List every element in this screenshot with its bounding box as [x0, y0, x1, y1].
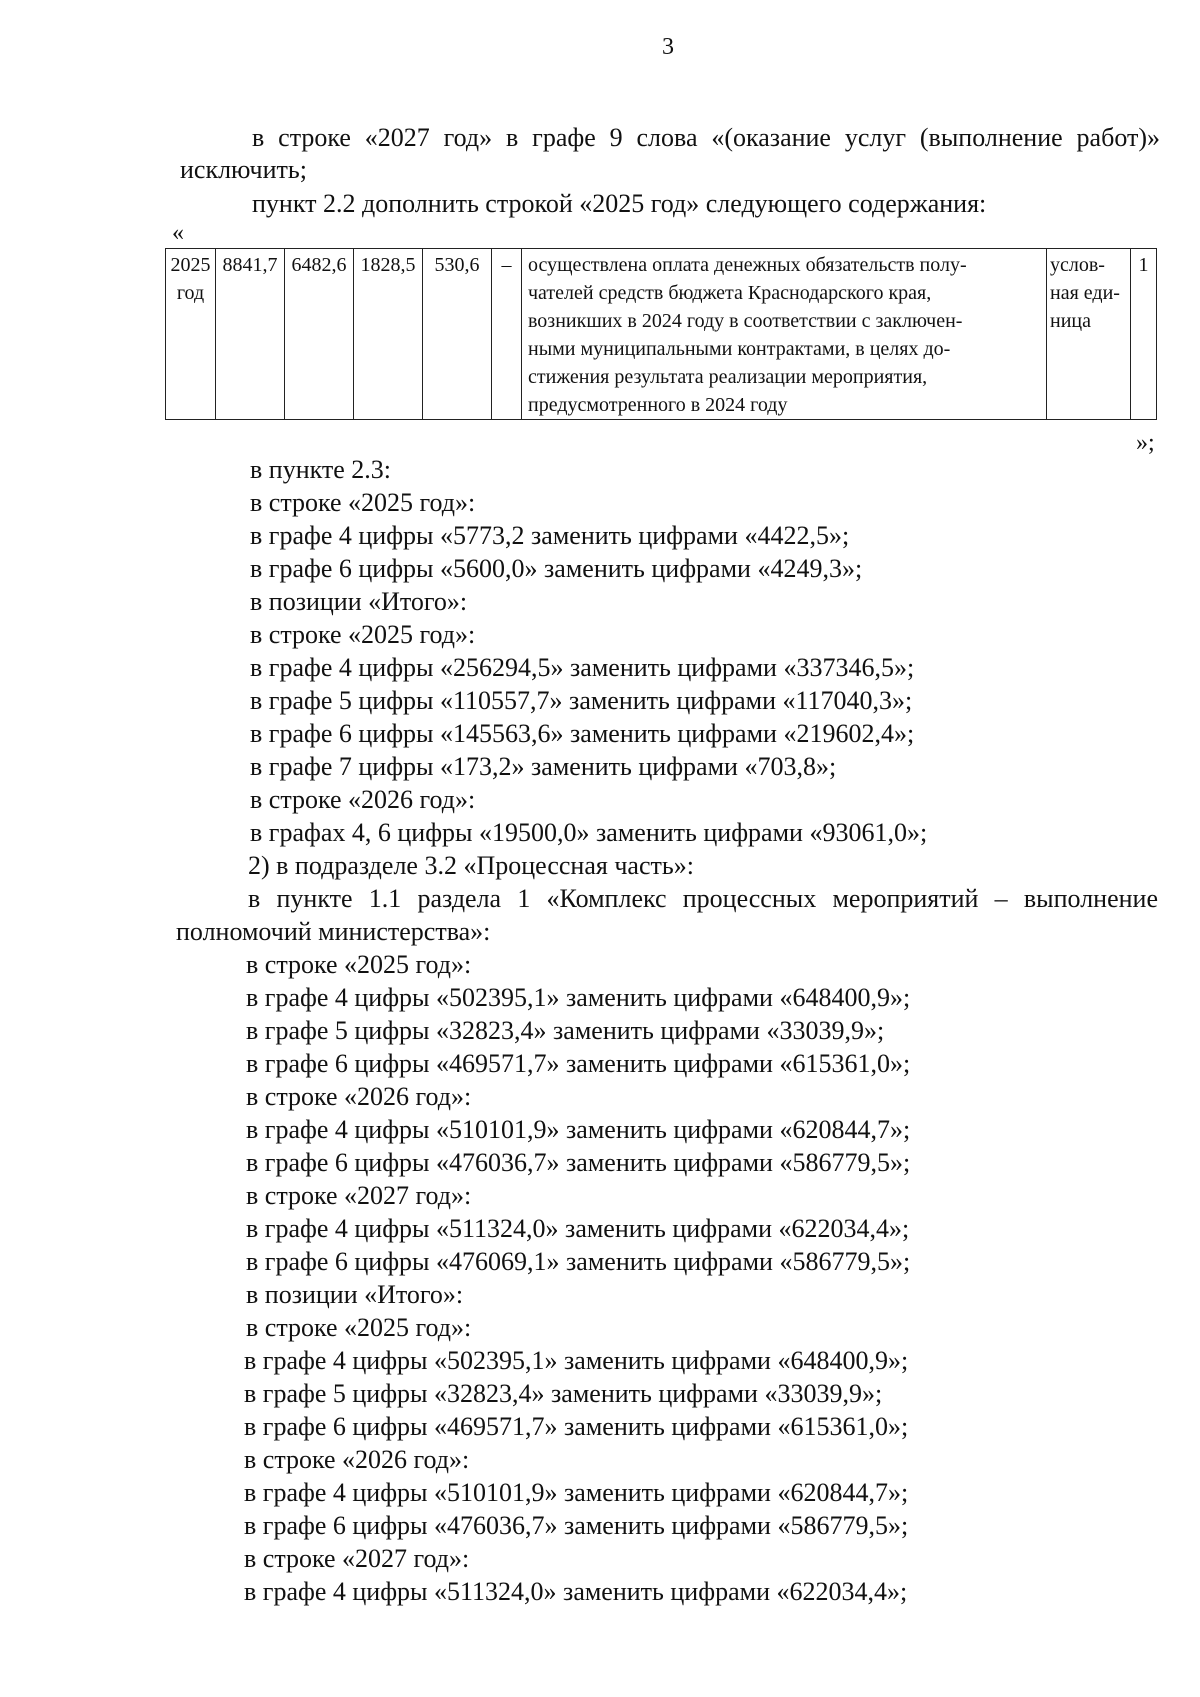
- text-line: в графах 4, 6 цифры «19500,0» заменить цифрами «93061,0»;: [250, 818, 928, 847]
- desc-line: ными муниципальными контрактами, в целях до-: [528, 338, 951, 360]
- close-quote: »;: [1136, 430, 1155, 456]
- text-line: в строке «2026 год»:: [246, 1082, 472, 1111]
- text-line: в графе 5 цифры «32823,4» заменить цифрами «33039,9»;: [246, 1016, 885, 1045]
- cell-year-line: 2025: [170, 254, 211, 276]
- text-line: в графе 4 цифры «510101,9» заменить цифрами «620844,7»;: [244, 1478, 909, 1507]
- text-line: в графе 4 цифры «502395,1» заменить цифрами «648400,9»;: [244, 1346, 909, 1375]
- unit-line: услов-: [1050, 254, 1105, 276]
- cell-col6: –: [492, 249, 522, 420]
- text-line: в графе 4 цифры «5773,2 заменить цифрами «4422,5»;: [250, 521, 850, 550]
- text-line: 2) в подразделе 3.2 «Процессная часть»:: [248, 851, 694, 880]
- desc-line: предусмотренного в 2024 году: [528, 394, 788, 416]
- insert-table: [165, 248, 1157, 420]
- text-line: в графе 5 цифры «32823,4» заменить цифрами «33039,9»;: [244, 1379, 883, 1408]
- text-line: в графе 6 цифры «469571,7» заменить цифрами «615361,0»;: [244, 1412, 909, 1441]
- paragraph-p22: пункт 2.2 дополнить строкой «2025 год» следующего содержания:: [252, 189, 987, 218]
- cell-description: [522, 249, 1047, 420]
- cell-col3: 6482,6: [285, 249, 354, 420]
- text-line: в позиции «Итого»:: [246, 1280, 464, 1309]
- desc-line: осуществлена оплата денежных обязательств полу-: [528, 254, 967, 276]
- desc-line: возникших в 2024 году в соответствии с заключен-: [528, 310, 963, 332]
- unit-line: ница: [1050, 310, 1091, 332]
- desc-line: чателей средств бюджета Краснодарского края,: [528, 282, 932, 304]
- text-line: в графе 6 цифры «476069,1» заменить цифрами «586779,5»;: [246, 1247, 911, 1276]
- text-line: в строке «2026 год»:: [250, 785, 476, 814]
- open-quote: «: [172, 220, 184, 246]
- cell-col4: 1828,5: [354, 249, 423, 420]
- cell-value: 1: [1131, 249, 1157, 420]
- text-line: в графе 6 цифры «476036,7» заменить цифрами «586779,5»;: [246, 1148, 911, 1177]
- text-line: в строке «2027 год»:: [244, 1544, 470, 1573]
- text-line: в графе 4 цифры «256294,5» заменить цифрами «337346,5»;: [250, 653, 915, 682]
- text-line: в графе 6 цифры «5600,0» заменить цифрами «4249,3»;: [250, 554, 863, 583]
- text-line: в графе 6 цифры «476036,7» заменить цифрами «586779,5»;: [244, 1511, 909, 1540]
- text-line: в графе 5 цифры «110557,7» заменить цифрами «117040,3»;: [250, 686, 913, 715]
- text-line: в графе 4 цифры «511324,0» заменить цифрами «622034,4»;: [244, 1577, 908, 1606]
- text-line: в позиции «Итого»:: [250, 587, 468, 616]
- text-line: в строке «2025 год»:: [246, 1313, 472, 1342]
- text-line: в строке «2025 год»:: [250, 488, 476, 517]
- desc-line: стижения результата реализации мероприятия,: [528, 366, 928, 388]
- unit-line: ная еди-: [1050, 282, 1120, 304]
- text-line: в графе 4 цифры «502395,1» заменить цифрами «648400,9»;: [246, 983, 911, 1012]
- text-line: в строке «2025 год»:: [250, 620, 476, 649]
- table-row: [166, 249, 1157, 420]
- cell-col5: 530,6: [423, 249, 492, 420]
- text-line: в графе 6 цифры «145563,6» заменить цифрами «219602,4»;: [250, 719, 915, 748]
- text-line: в пункте 1.1 раздела 1 «Комплекс процессных мероприятий – выполнение: [248, 884, 1158, 913]
- text-line: в строке «2027 год»:: [246, 1181, 472, 1210]
- text-line: в графе 7 цифры «173,2» заменить цифрами «703,8»;: [250, 752, 837, 781]
- text-line: в графе 6 цифры «469571,7» заменить цифрами «615361,0»;: [246, 1049, 911, 1078]
- text-line: в графе 4 цифры «511324,0» заменить цифрами «622034,4»;: [246, 1214, 910, 1243]
- text-line: полномочий министерства»:: [176, 917, 491, 946]
- paragraph-row-2027: в строке «2027 год» в графе 9 слова «(оказание услуг (выполнение работ)»: [252, 123, 1160, 152]
- cell-year: [166, 249, 216, 420]
- page-number: 3: [662, 34, 674, 60]
- cell-unit: [1047, 249, 1131, 420]
- cell-col2: 8841,7: [216, 249, 285, 420]
- cell-year-line: год: [176, 282, 205, 304]
- text-line: в пункте 2.3:: [250, 455, 392, 484]
- text-line: в графе 4 цифры «510101,9» заменить цифрами «620844,7»;: [246, 1115, 911, 1144]
- text-line: в строке «2026 год»:: [244, 1445, 470, 1474]
- text-line: в строке «2025 год»:: [246, 950, 472, 979]
- paragraph-row-2027-cont: исключить;: [180, 155, 307, 184]
